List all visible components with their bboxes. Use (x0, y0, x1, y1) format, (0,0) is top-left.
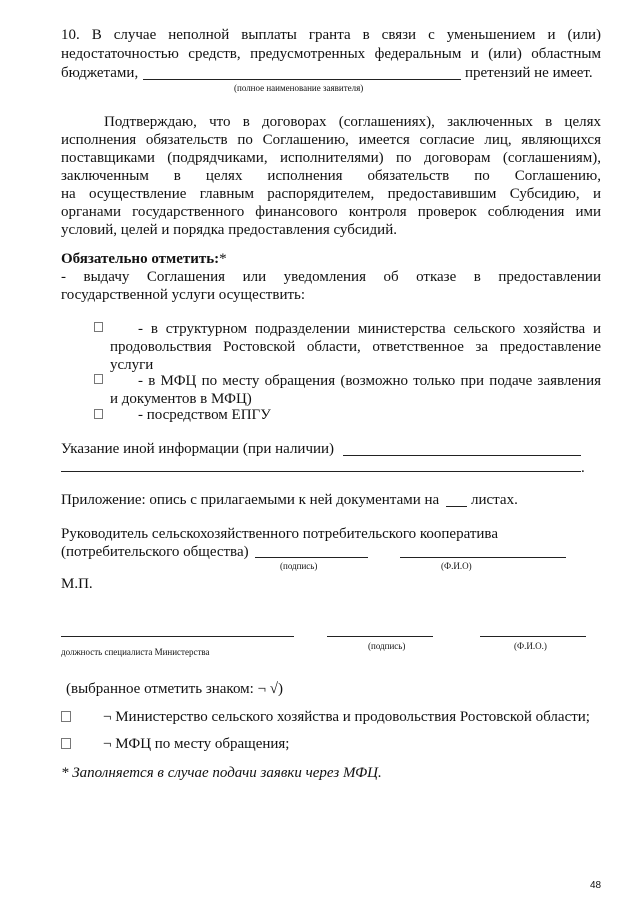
mandatory-heading-text: Обязательно отметить: (61, 251, 220, 267)
attachment-pages-field[interactable] (446, 506, 467, 507)
confirm-line1: Подтверждаю, что в договорах (соглашениях), заключенных в целях (104, 114, 601, 130)
confirm-line5: на осуществление главным распорядителем, предоставившим Субсидию, и (61, 186, 601, 202)
confirm-line6: органами государственного финансового контроля проверок соблюдения ими (61, 204, 601, 220)
selection-mfc-label: ¬ МФЦ по месту обращения; (103, 736, 290, 752)
selection-note: (выбранное отметить знаком: ¬ √) (66, 681, 284, 697)
option-structural-line3: услуги (110, 357, 154, 373)
head-line2: (потребительского общества) (61, 544, 249, 560)
page-number: 48 (590, 880, 602, 891)
para10-line2: недостаточностью средств, предусмотренных федеральным и (или) областным (61, 46, 601, 62)
head-fio-caption: (Ф.И.О) (441, 561, 472, 571)
head-sig-caption: (подпись) (280, 561, 318, 571)
head-fio-field[interactable] (400, 557, 566, 558)
confirm-line4: заключенным в целях исполнения обязательств по Соглашению, (61, 168, 601, 184)
footnote: * Заполняется в случае подачи заявки через МФЦ. (61, 765, 382, 781)
other-info-field-1[interactable] (343, 455, 581, 456)
applicant-name-field[interactable] (143, 79, 461, 80)
mandatory-star: * (219, 251, 227, 267)
attachment-text-end: листах. (471, 492, 518, 508)
stamp-label: М.П. (61, 576, 93, 592)
specialist-position-caption: должность специалиста Министерства (61, 647, 210, 657)
specialist-signature-field[interactable] (327, 636, 433, 637)
option-mfc-line2: и документов в МФЦ) (110, 391, 252, 407)
option-epgu-checkbox[interactable] (94, 409, 103, 419)
specialist-position-field[interactable] (61, 636, 294, 637)
mandatory-line2: государственной услуги осуществить: (61, 287, 306, 303)
applicant-caption: (полное наименование заявителя) (234, 83, 364, 93)
head-signature-field[interactable] (255, 557, 368, 558)
specialist-sig-caption: (подпись) (368, 641, 406, 651)
confirm-line7: условий, целей и порядка предоставления субсидий. (61, 222, 397, 238)
other-info-end: . (581, 460, 585, 476)
option-structural-line2: продовольствия Ростовской области, ответственное за предоставление (110, 339, 601, 355)
option-structural-line1: - в структурном подразделении министерства сельского хозяйства и (138, 321, 601, 337)
mandatory-line1: - выдачу Соглашения или уведомления об отказе в предоставлении (61, 269, 601, 285)
specialist-fio-field[interactable] (480, 636, 586, 637)
para10-line3-end: претензий не имеет. (465, 65, 593, 81)
option-epgu-line1: - посредством ЕПГУ (138, 407, 271, 423)
head-line1: Руководитель сельскохозяйственного потребительского кооператива (61, 526, 498, 542)
mandatory-heading (61, 250, 227, 269)
selection-ministry-checkbox[interactable] (61, 711, 71, 722)
selection-mfc-checkbox[interactable] (61, 738, 71, 749)
option-mfc-line1: - в МФЦ по месту обращения (возможно только при подаче заявления (138, 373, 601, 389)
attachment-text-start: Приложение: опись с прилагаемыми к ней документами на (61, 492, 440, 508)
selection-ministry-label: ¬ Министерство сельского хозяйства и продовольствия Ростовской области; (103, 709, 590, 725)
para10-line1: 10. В случае неполной выплаты гранта в связи с уменьшением и (или) (61, 27, 601, 43)
para10-line3-start: бюджетами, (61, 65, 139, 81)
confirm-line2: исполнения обязательств по Соглашению, имеется согласие лиц, являющихся (61, 132, 601, 148)
option-structural-checkbox[interactable] (94, 322, 103, 332)
option-mfc-checkbox[interactable] (94, 374, 103, 384)
specialist-fio-caption: (Ф.И.О.) (514, 641, 547, 651)
other-info-field-2[interactable] (61, 471, 581, 472)
other-info-label: Указание иной информации (при наличии) (61, 441, 335, 457)
confirm-line3: поставщиками (подрядчиками, исполнителями) по договорам (соглашениям), (61, 150, 601, 166)
